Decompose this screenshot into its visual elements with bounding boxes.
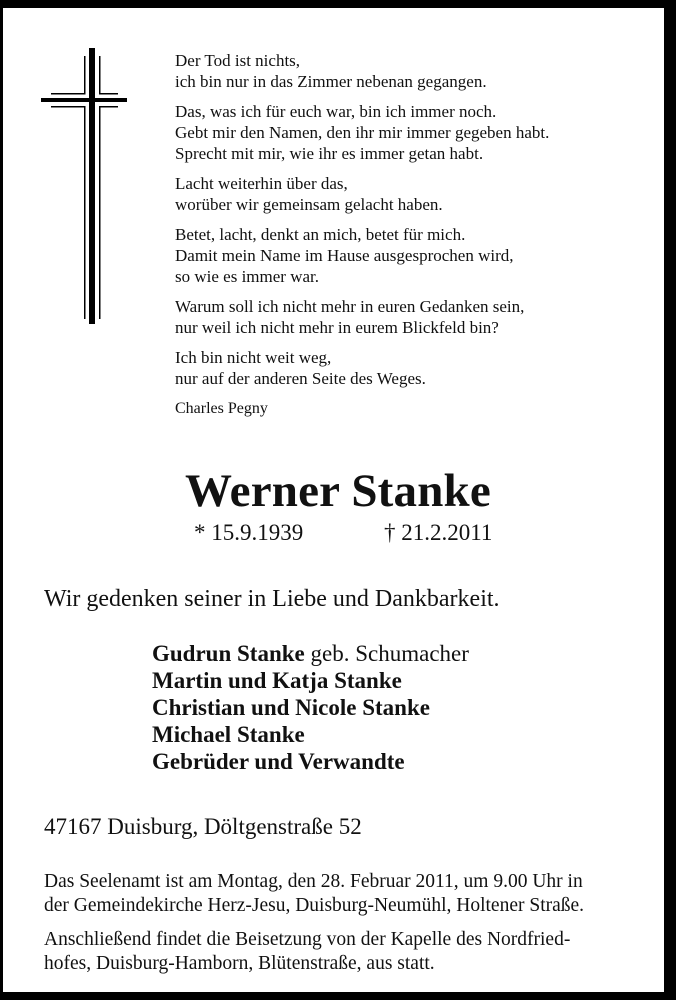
poem-line: ich bin nur in das Zimmer nebenan gegangen. xyxy=(175,72,487,91)
remembrance-text: Wir gedenken seiner in Liebe und Dankbarkeit. xyxy=(44,586,500,612)
poem-line: nur weil ich nicht mehr in eurem Blickfeld bin? xyxy=(175,318,499,337)
poem xyxy=(175,50,549,428)
birth-date: * 15.9.1939 xyxy=(194,520,304,545)
poem-line: Ich bin nicht weit weg, xyxy=(175,348,332,367)
notice-line: Das Seelenamt ist am Montag, den 28. Februar 2011, um 9.00 Uhr in xyxy=(44,871,583,892)
notice-line: der Gemeindekirche Herz-Jesu, Duisburg-Neumühl, Holtener Straße. xyxy=(44,895,585,916)
mourner-name: Martin und Katja Stanke xyxy=(152,668,402,693)
poem-stanza xyxy=(175,224,549,287)
poem-line: worüber wir gemeinsam gelacht haben. xyxy=(175,195,443,214)
mourner xyxy=(152,667,469,694)
poem-stanza xyxy=(175,296,549,338)
poem-line: Der Tod ist nichts, xyxy=(175,51,301,70)
mourner xyxy=(152,721,469,748)
mourner-name: Gebrüder und Verwandte xyxy=(152,749,405,774)
poem-author: Charles Pegny xyxy=(175,400,268,417)
mourner-name: Michael Stanke xyxy=(152,722,305,747)
mourner-name: Gudrun Stanke xyxy=(152,641,305,666)
mourner-note: geb. Schumacher xyxy=(304,641,469,666)
mourner-name: Christian und Nicole Stanke xyxy=(152,695,430,720)
poem-line: Gebt mir den Namen, den ihr mir immer gegeben habt. xyxy=(175,123,550,142)
poem-stanza xyxy=(175,101,549,164)
burial-notice xyxy=(44,928,570,976)
poem-line: nur auf der anderen Seite des Weges. xyxy=(175,369,426,388)
poem-line: Betet, lacht, denkt an mich, betet für mich. xyxy=(175,225,466,244)
mourners-list xyxy=(152,640,469,775)
poem-line: Damit mein Name im Hause ausgesprochen wird, xyxy=(175,246,514,265)
death-date: † 21.2.2011 xyxy=(384,520,493,545)
notice-line: Anschließend findet die Beisetzung von der Kapelle des Nordfried- xyxy=(44,929,571,950)
notice-line: hofes, Duisburg-Hamborn, Blütenstraße, aus statt. xyxy=(44,953,435,974)
poem-line: Sprecht mit mir, wie ihr es immer getan habt. xyxy=(175,144,484,163)
poem-stanza xyxy=(175,347,549,389)
poem-line: Lacht weiterhin über das, xyxy=(175,174,348,193)
poem-line: Das, was ich für euch war, bin ich immer noch. xyxy=(175,102,497,121)
mourner xyxy=(152,694,469,721)
poem-stanza xyxy=(175,50,549,92)
funeral-mass-notice xyxy=(44,870,584,918)
poem-line: so wie es immer war. xyxy=(175,267,319,286)
mourner xyxy=(152,748,469,775)
deceased-name: Werner Stanke xyxy=(185,465,491,517)
poem-stanza xyxy=(175,173,549,215)
poem-line: Warum soll ich nicht mehr in euren Gedanken sein, xyxy=(175,297,525,316)
cross-icon xyxy=(39,48,127,324)
mourner xyxy=(152,640,469,667)
address: 47167 Duisburg, Döltgenstraße 52 xyxy=(44,814,362,839)
